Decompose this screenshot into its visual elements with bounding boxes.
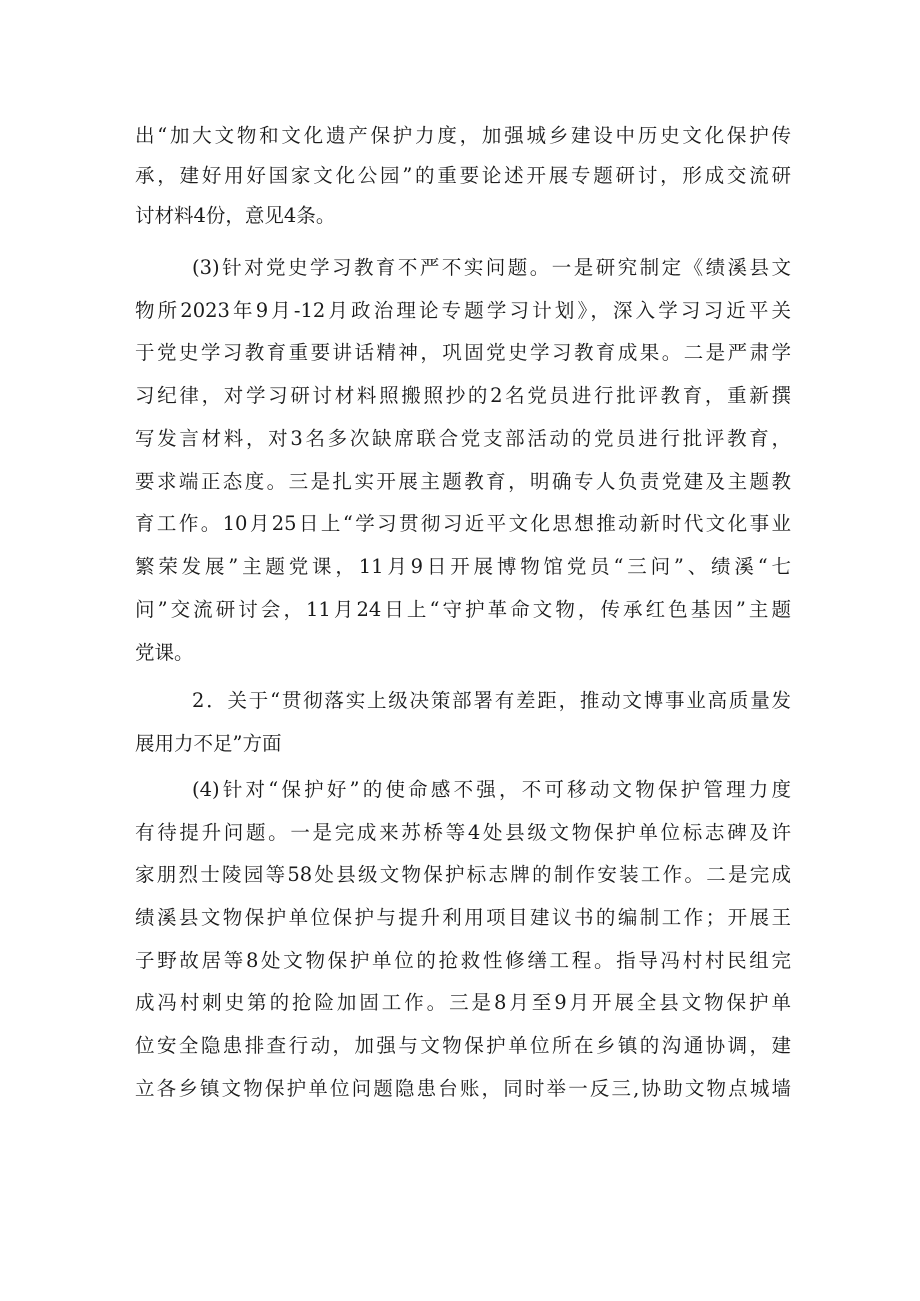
text-line: 子野故居等8处文物保护单位的抢救性修缮工程。指导冯村村民组完 (135, 949, 791, 972)
text-line: 有待提升问题。一是完成来苏桥等4处县级文物保护单位标志碑及许 (135, 821, 791, 844)
text-line: 党课。 (135, 641, 194, 664)
text-line: 2．关于“贯彻落实上级决策部署有差距，推动文博事业高质量发 (192, 689, 791, 712)
text-line: 讨材料4份，意见4条。 (135, 204, 336, 227)
text-line: 立各乡镇文物保护单位问题隐患台账，同时举一反三,协助文物点城墙 (135, 1077, 791, 1100)
text-line: 育工作。10月25日上“学习贯彻习近平文化思想推动新时代文化事业 (135, 512, 791, 535)
text-line: 习纪律，对学习研讨材料照搬照抄的2名党员进行批评教育，重新撰 (135, 384, 791, 407)
text-line: 物所2023年9月-12月政治理论专题学习计划》，深入学习习近平关 (135, 299, 791, 322)
text-line: 展用力不足”方面 (135, 732, 282, 755)
text-line: (4)针对“保护好”的使命感不强，不可移动文物保护管理力度 (192, 778, 791, 801)
text-line: 承，建好用好国家文化公园”的重要论述开展专题研讨，形成交流研 (135, 164, 791, 187)
text-line: 成冯村刺史第的抢险加固工作。三是8月至9月开展全县文物保护单 (135, 991, 791, 1014)
text-line: 家朋烈士陵园等58处县级文物保护标志牌的制作安装工作。二是完成 (135, 863, 791, 886)
text-line: 繁荣发展”主题党课，11月9日开展博物馆党员“三问”、绩溪“七 (135, 555, 791, 578)
text-line: 写发言材料，对3名多次缺席联合党支部活动的党员进行批评教育， (135, 427, 791, 450)
text-line: 绩溪县文物保护单位保护与提升利用项目建议书的编制工作；开展王 (135, 906, 791, 929)
text-line: (3)针对党史学习教育不严不实问题。一是研究制定《绩溪县文 (192, 256, 791, 279)
text-line: 于党史学习教育重要讲话精神，巩固党史学习教育成果。二是严肃学 (135, 341, 791, 364)
text-line: 出“加大文物和文化遗产保护力度，加强城乡建设中历史文化保护传 (135, 124, 791, 147)
text-line: 位安全隐患排查行动，加强与文物保护单位所在乡镇的沟通协调，建 (135, 1034, 791, 1057)
text-line: 问”交流研讨会，11月24日上“守护革命文物，传承红色基因”主题 (135, 598, 791, 621)
text-line: 要求端正态度。三是扎实开展主题教育，明确专人负责党建及主题教 (135, 470, 791, 493)
